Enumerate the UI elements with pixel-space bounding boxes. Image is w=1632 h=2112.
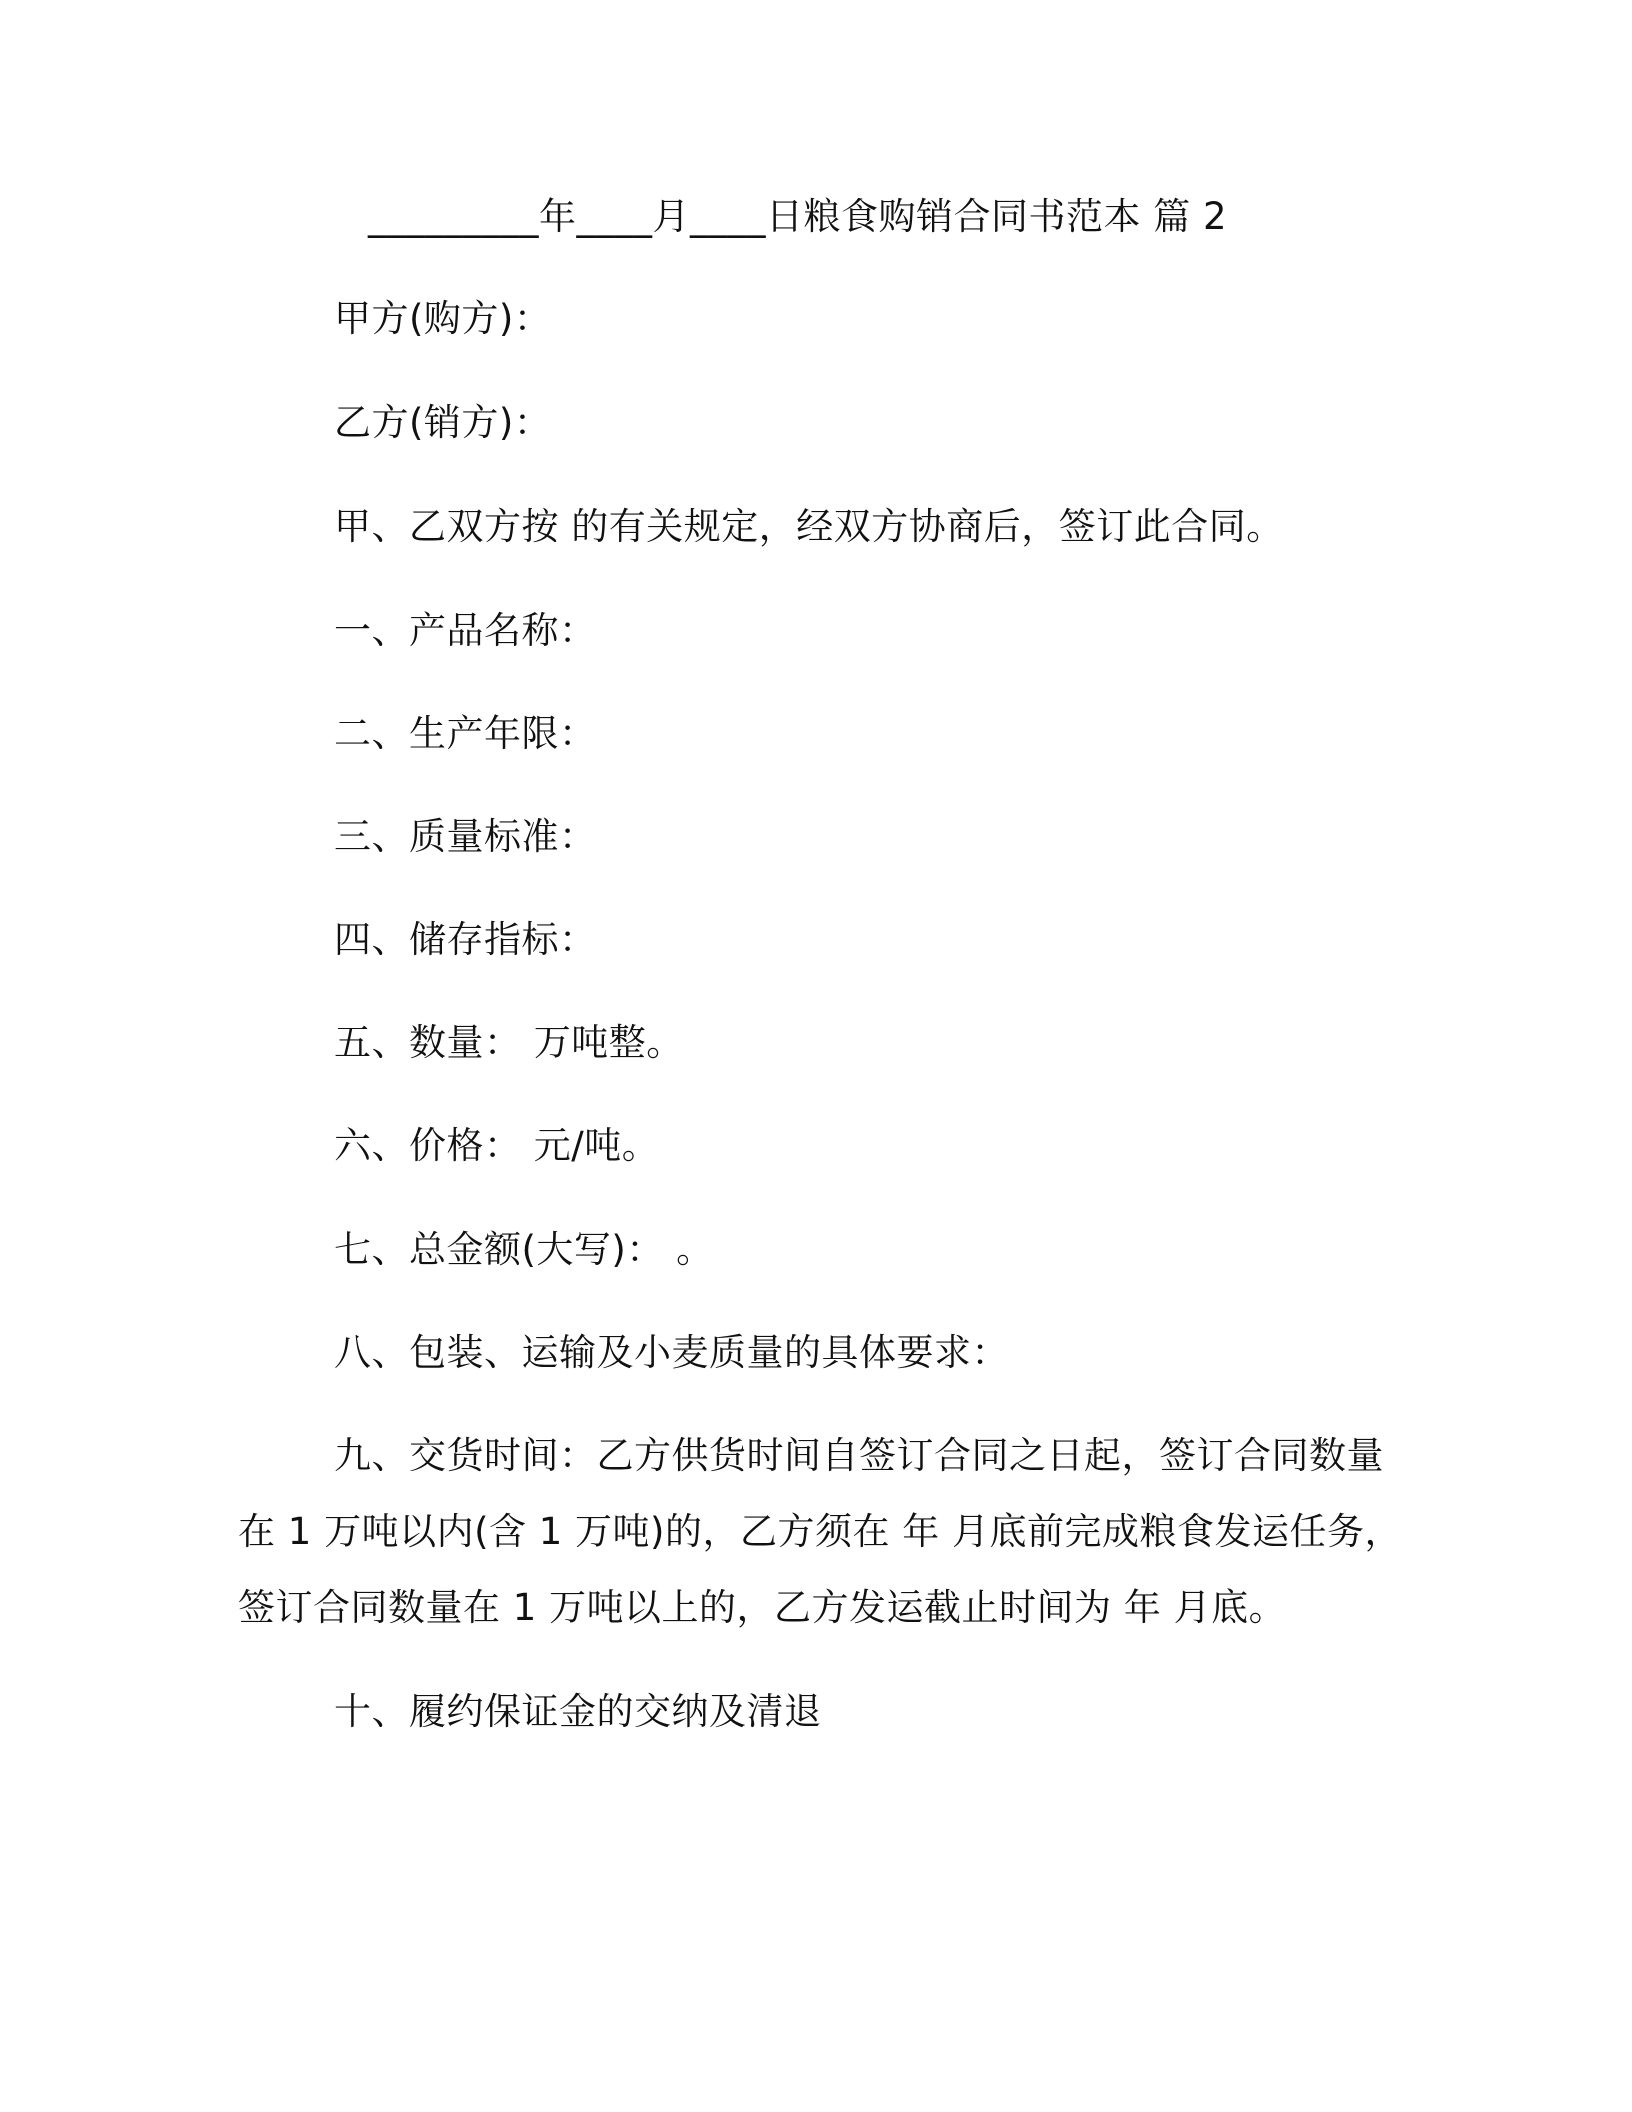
clause-1: 一、产品名称：: [334, 609, 597, 652]
clause-9-line-1: 九、交货时间：乙方供货时间自签订合同之日起，签订合同数量: [334, 1434, 1384, 1477]
party-a-line: 甲方(购方)：: [334, 297, 552, 340]
clause-6: 六、价格： 元/吨。: [334, 1124, 660, 1167]
clause-9-line-2: 在 1 万吨以内(含 1 万吨)的，乙方须在 年 月底前完成粮食发运任务，: [238, 1510, 1403, 1553]
clause-2: 二、生产年限：: [334, 712, 597, 755]
clause-7: 七、总金额(大写)： 。: [334, 1228, 714, 1271]
clause-5: 五、数量： 万吨整。: [334, 1021, 684, 1064]
clause-10: 十、履约保证金的交纳及清退: [334, 1690, 822, 1733]
clause-3: 三、质量标准：: [334, 815, 597, 858]
clause-4: 四、储存指标：: [334, 918, 597, 961]
preamble-paragraph: 甲、乙双方按 的有关规定，经双方协商后，签订此合同。: [334, 505, 1284, 548]
document-title: _________年____月____日粮食购销合同书范本 篇 2: [368, 195, 1228, 238]
clause-9-line-3: 签订合同数量在 1 万吨以上的，乙方发运截止时间为 年 月底。: [238, 1586, 1287, 1629]
clause-8: 八、包装、运输及小麦质量的具体要求：: [334, 1331, 1009, 1374]
party-b-line: 乙方(销方)：: [334, 401, 552, 444]
